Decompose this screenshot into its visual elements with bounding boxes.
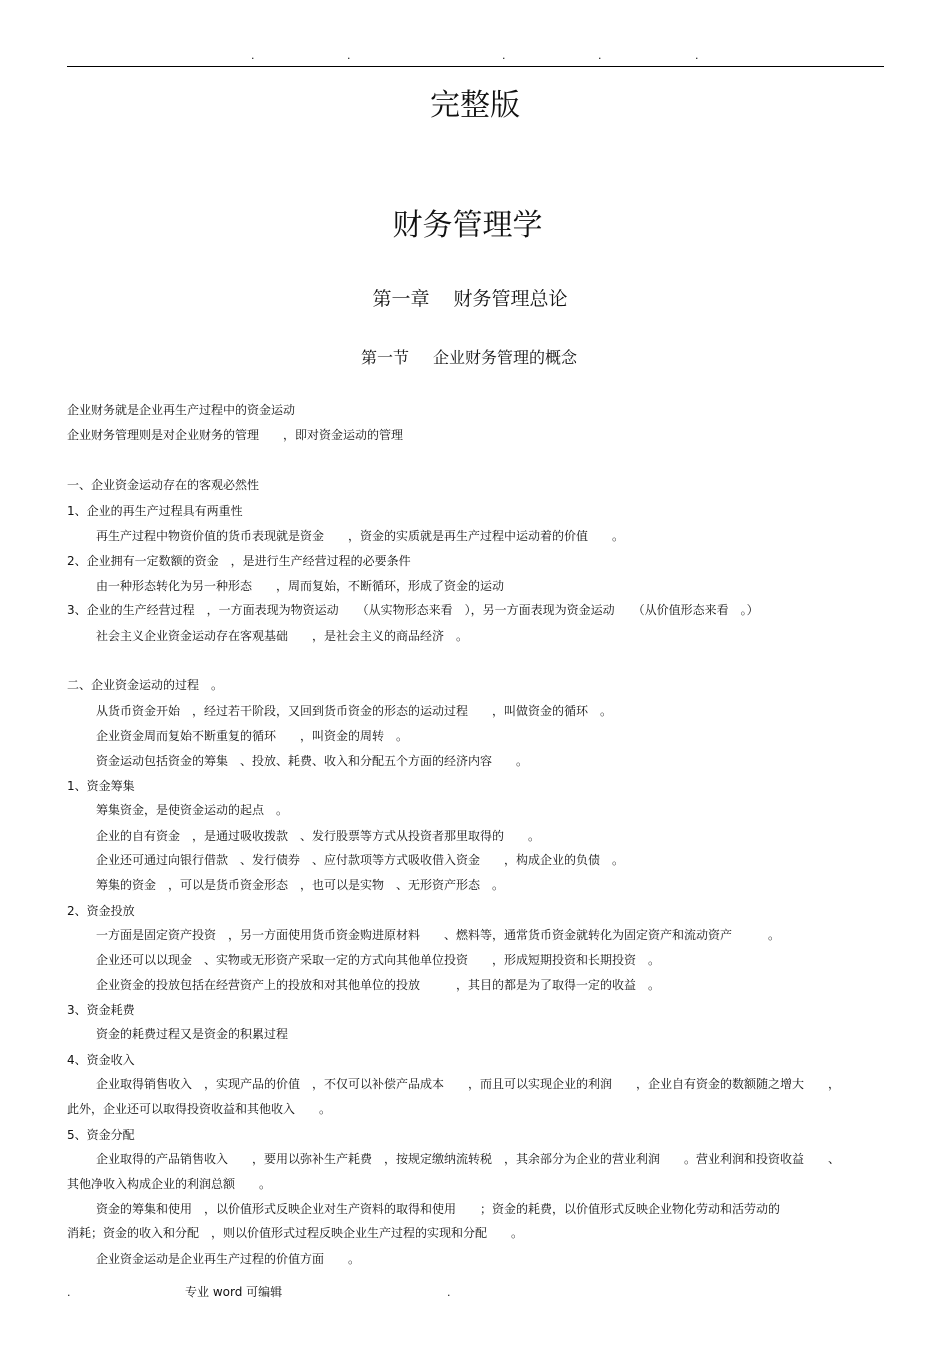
header-dot: . xyxy=(695,49,699,62)
body-line: 企业财务就是企业再生产过程中的资金运动 xyxy=(67,403,296,417)
body-line: 企业资金运动是企业再生产过程的价值方面 。 xyxy=(96,1252,361,1266)
body-line: 资金的耗费过程又是资金的积累过程 xyxy=(96,1027,289,1041)
body-line: 企业还可通过向银行借款 、发行债券 、应付款项等方式吸收借入资金 ，构成企业的负债 。 xyxy=(96,853,625,867)
subheading-line: 5、资金分配 xyxy=(67,1128,135,1142)
header-rule xyxy=(67,66,884,67)
subheading-line: 3、资金耗费 xyxy=(67,1003,135,1017)
section-heading xyxy=(0,346,938,370)
subheading-line: 2、企业拥有一定数额的资金 ，是进行生产经营过程的必要条件 xyxy=(67,554,411,568)
document-title: 完整版 xyxy=(430,88,520,123)
subheading-line: 3、企业的生产经营过程 ，一方面表现为物资运动 （从实物形态来看 ），另一方面表现为资金运动 （从价值形态来看 。） xyxy=(67,603,759,617)
footer-dot: . xyxy=(447,1286,451,1299)
body-line: 企业资金周而复始不断重复的循环 ，叫资金的周转 。 xyxy=(96,729,409,743)
subheading-line: 4、资金收入 xyxy=(67,1053,135,1067)
footer-dot: . xyxy=(67,1286,71,1299)
chapter-heading xyxy=(0,286,940,312)
subheading-line: 1、企业的再生产过程具有两重性 xyxy=(67,504,243,518)
chapter-number: 第一章 xyxy=(372,288,430,310)
body-line: 企业取得的产品销售收入 ，要用以弥补生产耗费 ，按规定缴纳流转税 ，其余部分为企业的营业利润 。营业利润和投资收益 、 xyxy=(96,1152,841,1166)
body-line: 由一种形态转化为另一种形态 ，周而复始，不断循环，形成了资金的运动 xyxy=(96,579,505,593)
heading-line: 一、企业资金运动存在的客观必然性 xyxy=(67,478,260,492)
body-line: 从货币资金开始 ，经过若干阶段，又回到货币资金的形态的运动过程 ，叫做资金的循环 。 xyxy=(96,704,613,718)
section-name: 企业财务管理的概念 xyxy=(433,348,578,367)
footer-text: 专业 word 可编辑 xyxy=(185,1285,283,1299)
body-line: 再生产过程中物资价值的货币表现就是资金 ，资金的实质就是再生产过程中运动着的价值 。 xyxy=(96,529,625,543)
chapter-name: 财务管理总论 xyxy=(453,288,568,310)
section-number: 第一节 xyxy=(360,348,409,367)
header-dot: . xyxy=(598,49,602,62)
body-line: 企业还可以以现金 、实物或无形资产采取一定的方式向其他单位投资 ，形成短期投资和长期投资 。 xyxy=(96,953,661,967)
body-line: 企业的自有资金 ，是通过吸收拨款 、发行股票等方式从投资者那里取得的 。 xyxy=(96,829,541,843)
body-line: 其他净收入构成企业的利润总额 。 xyxy=(67,1177,272,1191)
header-dot: . xyxy=(502,49,506,62)
body-line: 资金的筹集和使用 ，以价值形式反映企业对生产资料的取得和使用 ；资金的耗费，以价值形式反映企业物化劳动和活劳动的 xyxy=(96,1202,781,1216)
body-line: 企业财务管理则是对企业财务的管理 ，即对资金运动的管理 xyxy=(67,428,404,442)
heading-line: 二、企业资金运动的过程 。 xyxy=(67,678,224,692)
header-dot: . xyxy=(347,49,351,62)
header-dots xyxy=(0,50,950,64)
body-line: 企业取得销售收入 ，实现产品的价值 ，不仅可以补偿产品成本 ，而且可以实现企业的利润 ，企业自有资金的数额随之增大 ， xyxy=(96,1077,841,1091)
body-line: 此外，企业还可以取得投资收益和其他收入 。 xyxy=(67,1102,332,1116)
body-line: 资金运动包括资金的筹集 、投放、耗费、收入和分配五个方面的经济内容 。 xyxy=(96,754,529,768)
body-line: 消耗；资金的收入和分配 ，则以价值形式过程反映企业生产过程的实现和分配 。 xyxy=(67,1226,524,1240)
body-line: 社会主义企业资金运动存在客观基础 ，是社会主义的商品经济 。 xyxy=(96,629,469,643)
body-line: 企业资金的投放包括在经营资产上的投放和对其他单位的投放 ，其目的都是为了取得一定的收益 。 xyxy=(96,978,661,992)
header-dot: . xyxy=(251,49,255,62)
body-line: 一方面是固定资产投资 ，另一方面使用货币资金购进原材料 、燃料等，通常货币资金就转化为固定资产和流动资产 。 xyxy=(96,928,781,942)
subheading-line: 2、资金投放 xyxy=(67,904,135,918)
subheading-line: 1、资金筹集 xyxy=(67,779,135,793)
body-line: 筹集资金，是使资金运动的起点 。 xyxy=(96,803,289,817)
body-line: 筹集的资金 ，可以是货币资金形态 ，也可以是实物 、无形资产形态 。 xyxy=(96,878,505,892)
book-title: 财务管理学 xyxy=(392,208,543,243)
